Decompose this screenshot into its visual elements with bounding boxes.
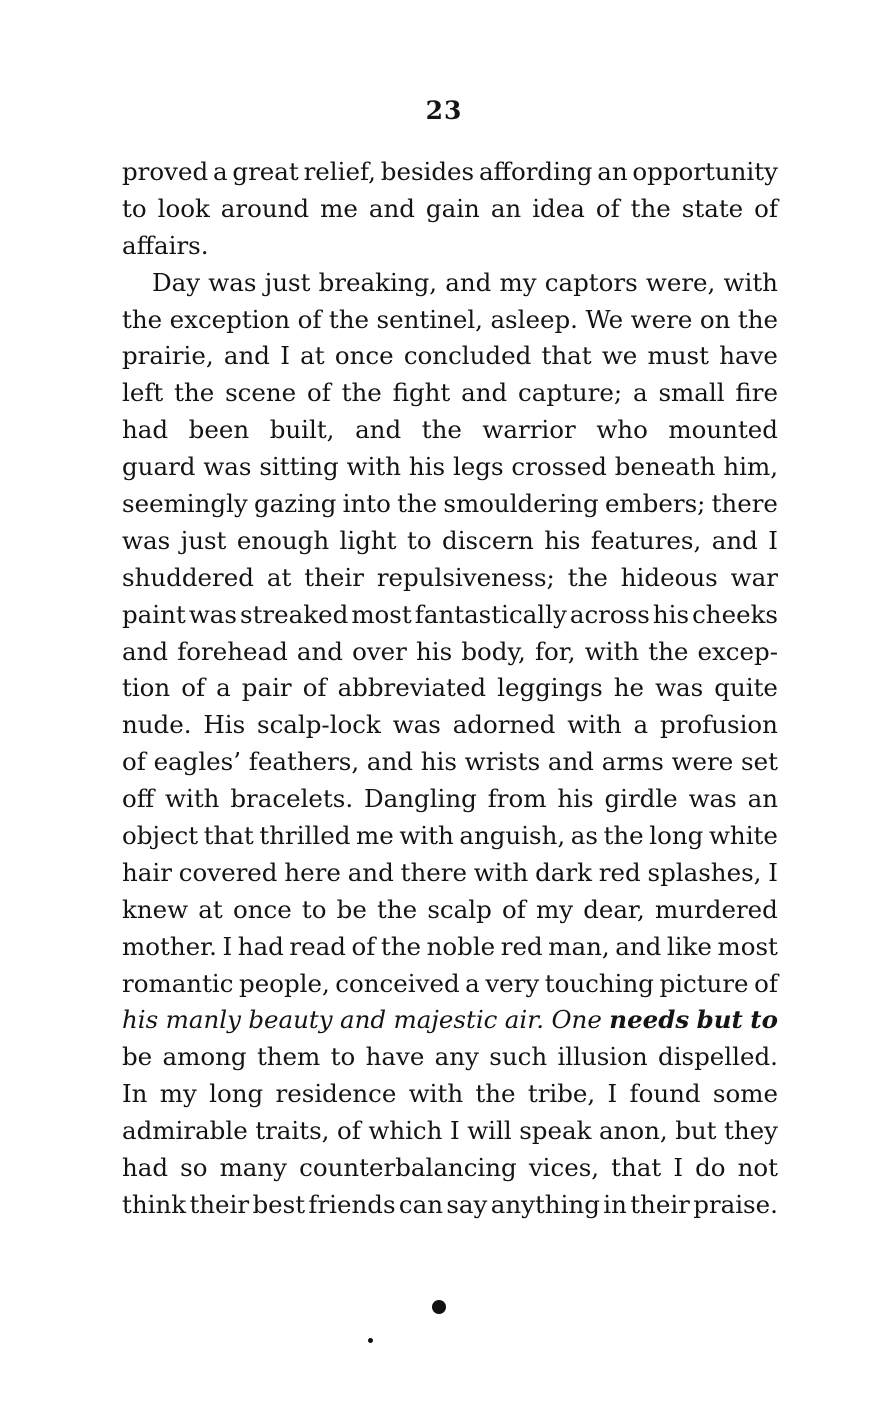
text-line: and forehead and over his body, for, with the excep-: [122, 636, 778, 666]
text-line: tion of a pair of abbreviated leggings he was quite: [122, 673, 778, 703]
text-line: had so many counterbalancing vices, that I do not: [122, 1153, 778, 1183]
text-line: seemingly gazing into the smouldering embers; there: [122, 489, 778, 519]
text-line: In my long residence with the tribe, I found some: [122, 1079, 778, 1109]
body-text: [122, 154, 778, 1224]
text-line: think their best friends can say anything in their praise.: [122, 1189, 778, 1219]
text-line: of eagles’ feathers, and his wrists and arms were set: [122, 747, 778, 777]
text-line: shuddered at their repulsiveness; the hideous war: [122, 562, 778, 592]
ornament-dot-small: [368, 1338, 373, 1343]
text-line: the exception of the sentinel, asleep. We were on the: [122, 304, 778, 334]
text-line: object that thrilled me with anguish, as the long white: [122, 821, 778, 851]
text-line: affairs.: [122, 230, 209, 260]
page-number: 23: [425, 96, 463, 125]
text-line: paint was streaked most fantastically across his cheeks: [122, 599, 778, 629]
text-line: hair covered here and there with dark red splashes, I: [122, 857, 778, 887]
text-line: left the scene of the fight and capture; a small fire: [122, 378, 778, 408]
text-line: admirable traits, of which I will speak anon, but they: [122, 1116, 778, 1146]
text-line: be among them to have any such illusion dispelled.: [122, 1042, 778, 1072]
text-line: his manly beauty and majestic air. One needs but to: [122, 1005, 778, 1035]
text-line: to look around me and gain an idea of the state of: [122, 193, 778, 223]
text-line: nude. His scalp-lock was adorned with a profusion: [122, 710, 778, 740]
text-line: had been built, and the warrior who mounted: [122, 415, 778, 445]
text-line: proved a great relief, besides affording an opportunity: [122, 157, 778, 186]
ornament-dot: [432, 1300, 446, 1314]
text-line: knew at once to be the scalp of my dear, murdered: [122, 894, 778, 924]
text-line: guard was sitting with his legs crossed beneath him,: [122, 452, 778, 482]
text-line: romantic people, conceived a very touching picture of: [122, 968, 778, 998]
text-line: mother. I had read of the noble red man, and like most: [122, 931, 778, 961]
text-line: prairie, and I at once concluded that we must have: [122, 341, 778, 371]
text-line: Day was just breaking, and my captors were, with: [152, 267, 778, 297]
text-line: was just enough light to discern his features, and I: [122, 525, 778, 555]
text-line: off with bracelets. Dangling from his girdle was an: [122, 784, 778, 814]
